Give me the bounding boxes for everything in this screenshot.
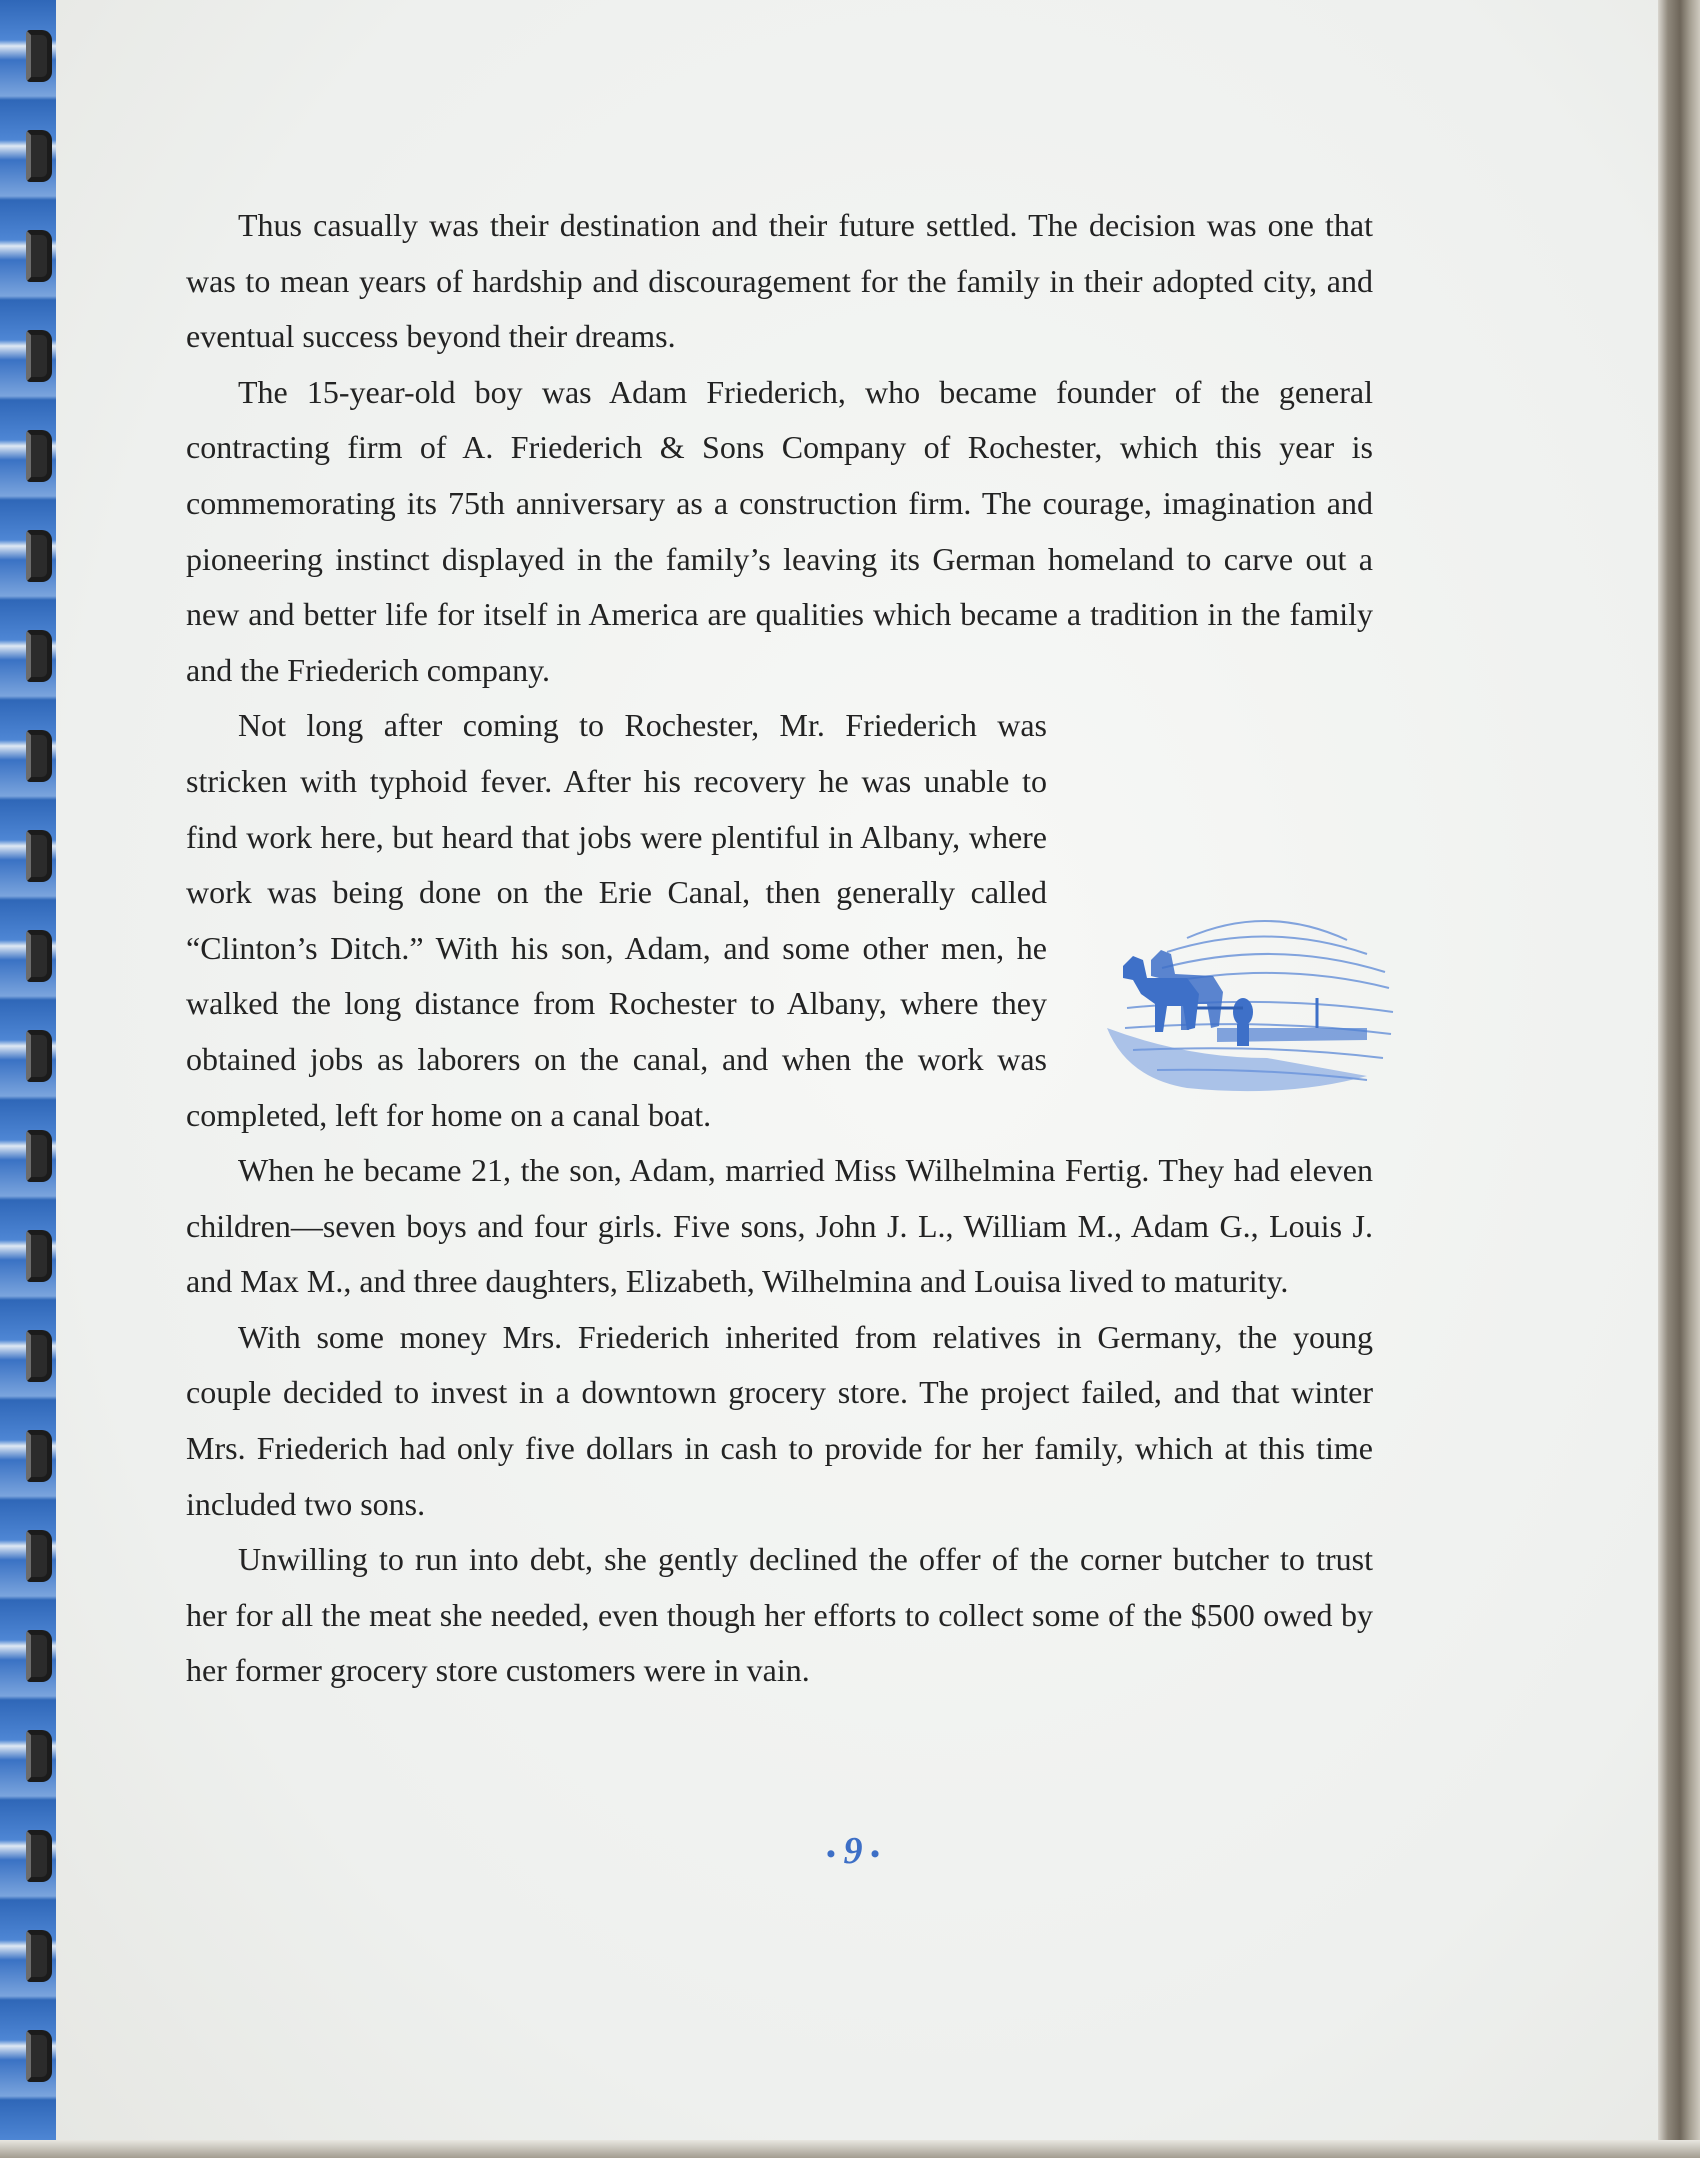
page-number-dot-right: •	[870, 1839, 888, 1869]
spiral-coil	[26, 530, 52, 582]
spiral-binding	[18, 30, 58, 2140]
paragraph-4: When he became 21, the son, Adam, married Miss Wilhelmina Fertig. They had eleven children—seven boys and four girls. Five sons, John J. L., William M., Adam G., Louis J. and Max M., and three daughters, Elizabeth, Wilhelmina and Louisa lived to maturity.	[186, 1152, 1373, 1300]
spiral-coil	[26, 1930, 52, 1982]
spiral-coil	[26, 930, 52, 982]
horses-towing-canal-boat-illustration	[1067, 908, 1405, 1108]
page-edge-right	[1658, 0, 1700, 2158]
spiral-coil	[26, 230, 52, 282]
paragraph-5: With some money Mrs. Friederich inherited from relatives in Germany, the young couple decided to invest in a downtown grocery store. The project failed, and that winter Mrs. Friederich had only five dollars in cash to provide for her family, which at this time included two sons.	[186, 1318, 1373, 1522]
spiral-coil	[26, 630, 52, 682]
spiral-coil	[26, 830, 52, 882]
spiral-coil	[26, 430, 52, 482]
paragraph-1: Thus casually was their destination and their future settled. The decision was one that was to mean years of hardship and discouragement for the family in their adopted city, and eventual success beyond their dreams.	[186, 207, 1373, 355]
spiral-coil	[26, 1530, 52, 1582]
spiral-coil	[26, 30, 52, 82]
body-text	[186, 198, 1373, 1699]
page-number	[56, 1829, 1658, 1873]
spiral-coil	[26, 1030, 52, 1082]
paragraph-2: The 15-year-old boy was Adam Friederich, who became founder of the general contracting firm of A. Friederich & Sons Company of Rochester, which this year is commemorating its 75th anniversary as a construction firm. The courage, imagination and pioneering instinct displayed in the family’s leaving its German homeland to carve out a new and better life for itself in America are qualities which became a tradition in the family and the Friederich company.	[186, 373, 1373, 688]
book-page	[56, 0, 1658, 2140]
spiral-coil	[26, 1830, 52, 1882]
page-number-value: 9	[843, 1830, 871, 1872]
canal-illustration-svg	[1067, 908, 1405, 1108]
spiral-coil	[26, 1630, 52, 1682]
paragraph-3: Not long after coming to Rochester, Mr. Friederich was stricken with typhoid fever. After his recovery he was unable to find work here, but heard that jobs were plentiful in Albany, where work was being done on the Erie Canal, then generally called “Clinton’s Ditch.” With his son, Adam, and some other men, he walked the long distance from Rochester to Albany, where they obtained jobs as laborers on the canal, and when the work was completed, left for home on a canal boat.	[186, 707, 1047, 1133]
spiral-coil	[26, 130, 52, 182]
spiral-coil	[26, 2030, 52, 2082]
spiral-coil	[26, 1730, 52, 1782]
spiral-coil	[26, 1130, 52, 1182]
page-number-dot-left: •	[826, 1839, 844, 1869]
spiral-coil	[26, 330, 52, 382]
page-edge-bottom	[0, 2140, 1700, 2158]
paragraph-6: Unwilling to run into debt, she gently declined the offer of the corner butcher to trust her for all the meat she needed, even though her efforts to collect some of the $500 owed by her former grocery store customers were in vain.	[186, 1541, 1373, 1689]
spiral-coil	[26, 1230, 52, 1282]
spiral-coil	[26, 1430, 52, 1482]
spiral-coil	[26, 1330, 52, 1382]
spiral-coil	[26, 730, 52, 782]
